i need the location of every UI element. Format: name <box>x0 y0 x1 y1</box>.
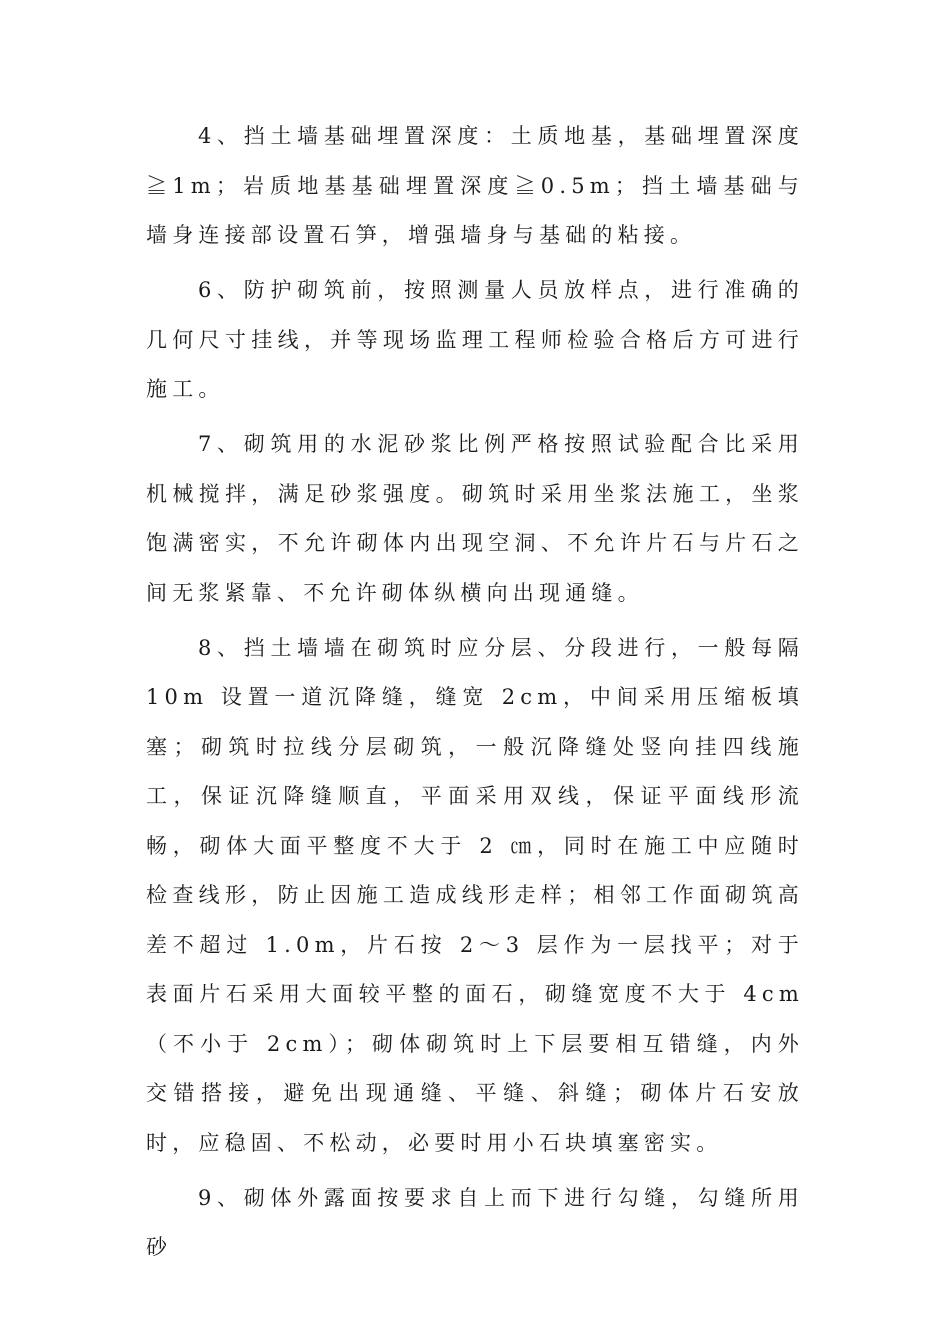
paragraph-8-layered-masonry: 8、挡土墙墙在砌筑时应分层、分段进行，一般每隔 10m 设置一道沉降缝，缝宽 2cm，中间采用压缩板填塞；砌筑时拉线分层砌筑，一般沉降缝处竖向挂四线施工，保证沉降缝顺直，平面采用双线，保证平面线形流畅，砌体大面平整度不大于 2 ㎝，同时在施工中应随时检查线形，防止因施工造成线形走样；相邻工作面砌筑高差不超过 1.0m，片石按 2～3 层作为一层找平；对于表面片石采用大面较平整的面石，砌缝宽度不大于 4cm（不小于 2cm）；砌体砌筑时上下层要相互错缝，内外交错搭接，避免出现通缝、平缝、斜缝；砌体片石安放时，应稳固、不松动，必要时用小石块填塞密实。 <box>146 635 804 1155</box>
paragraph-9-pointing: 9、砌体外露面按要求自上而下进行勾缝，勾缝所用砂 <box>146 1185 804 1259</box>
paragraph-4-foundation-depth: 4、挡土墙基础埋置深度：土质地基，基础埋置深度≧1m；岩质地基基础埋置深度≧0.5m；挡土墙基础与墙身连接部设置石笋，增强墙身与基础的粘接。 <box>146 124 804 247</box>
paragraph-6-layout-lines: 6、防护砌筑前，按照测量人员放样点，进行准确的几何尺寸挂线，并等现场监理工程师检验合格后方可进行施工。 <box>146 278 804 401</box>
paragraph-7-mortar-mixing: 7、砌筑用的水泥砂浆比例严格按照试验配合比采用机械搅拌，满足砂浆强度。砌筑时采用坐浆法施工，坐浆饱满密实，不允许砌体内出现空洞、不允许片石与片石之间无浆紧靠、不允许砌体纵横向出现通缝。 <box>146 432 804 605</box>
document-body <box>146 112 804 1278</box>
